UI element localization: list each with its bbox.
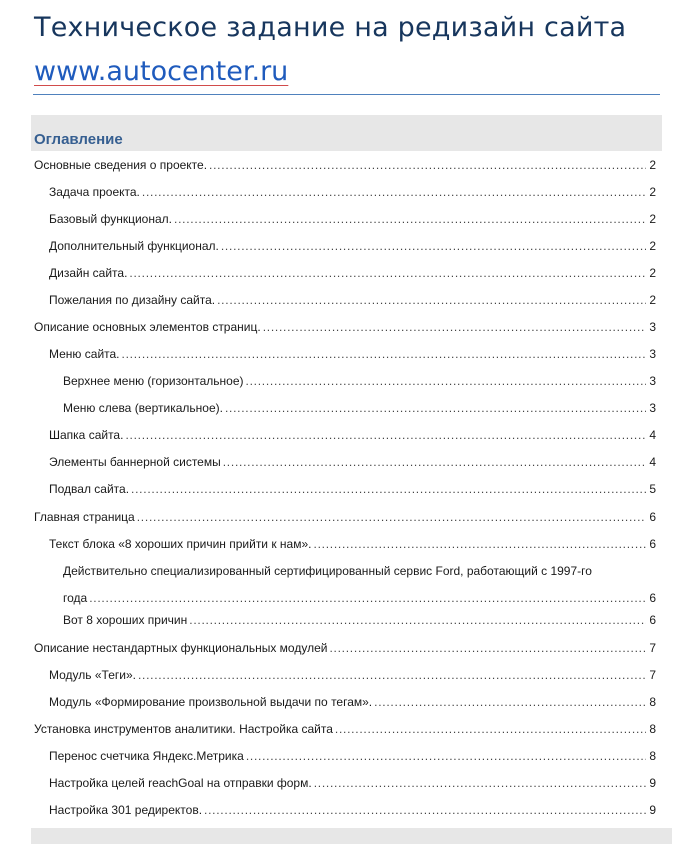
toc-entry-label-continued: года (63, 591, 88, 605)
toc-entry-page: 8 (649, 749, 656, 763)
toc-heading: Оглавление (34, 131, 123, 148)
toc-entry-label: Модуль «Теги». (49, 668, 136, 682)
toc-entry-label: Текст блока «8 хороших причин прийти к нам». (49, 537, 312, 551)
toc-entry-page: 2 (649, 266, 656, 280)
site-url-link[interactable]: www.autocenter.ru (34, 56, 289, 87)
toc-entry-label: Задача проекта. (49, 185, 140, 199)
toc-entry[interactable] (49, 694, 656, 710)
toc-dot-leader (174, 211, 646, 227)
toc-entry[interactable] (63, 373, 656, 389)
toc-dot-leader (314, 536, 647, 552)
toc-entry-page: 6 (649, 591, 656, 605)
toc-entry-page: 9 (649, 803, 656, 817)
toc-entry[interactable] (49, 211, 656, 227)
toc-dot-leader (246, 748, 647, 764)
toc-dot-leader (329, 640, 646, 656)
toc-dot-leader (129, 265, 646, 281)
toc-dot-leader (204, 802, 646, 818)
document-title: Техническое задание на редизайн сайта (34, 12, 627, 43)
toc-dot-leader (225, 400, 646, 416)
toc-entry-label: Меню сайта. (49, 347, 120, 361)
toc-dot-leader (122, 346, 647, 362)
toc-entry[interactable] (49, 748, 656, 764)
toc-entry[interactable] (49, 536, 656, 552)
toc-entry-label: Описание нестандартных функциональных модулей (34, 641, 328, 655)
toc-entry-page: 6 (649, 613, 656, 627)
toc-entry-page: 6 (649, 510, 656, 524)
toc-entry[interactable] (34, 509, 656, 525)
toc-entry-label: Шапка сайта. (49, 428, 124, 442)
toc-entry[interactable] (49, 667, 656, 683)
toc-entry-label: Пожелания по дизайну сайта. (49, 293, 216, 307)
toc-entry-page: 4 (649, 455, 656, 469)
toc-entry[interactable] (34, 640, 656, 656)
toc-entry[interactable] (49, 802, 656, 818)
toc-entry-label: Главная страница (34, 510, 135, 524)
toc-entry-page: 8 (649, 722, 656, 736)
toc-entry[interactable] (49, 184, 656, 200)
toc-entry-page: 2 (649, 185, 656, 199)
toc-entry-label: Перенос счетчика Яндекс.Метрика (49, 749, 244, 763)
toc-entry-label: Базовый функционал. (49, 212, 172, 226)
toc-entry-label: Настройка целей reachGoal на отправки форм. (49, 776, 312, 790)
toc-entry-page: 2 (649, 293, 656, 307)
toc-entry-label: Меню слева (вертикальное). (63, 401, 223, 415)
toc-entry-page: 6 (649, 537, 656, 551)
toc-entry-page: 4 (649, 428, 656, 442)
toc-entry-page: 7 (649, 641, 656, 655)
toc-entry-label: Установка инструментов аналитики. Настройка сайта (34, 722, 333, 736)
toc-entry-page: 2 (649, 158, 656, 172)
toc-entry-label: Описание основных элементов страниц. (34, 320, 261, 334)
toc-entry[interactable] (49, 775, 656, 791)
toc-dot-leader (263, 319, 647, 335)
toc-dot-leader (217, 292, 646, 308)
toc-entry-page: 3 (649, 374, 656, 388)
toc-dot-leader (209, 157, 646, 173)
toc-entry-page: 3 (649, 401, 656, 415)
toc-entry[interactable] (49, 454, 656, 470)
toc-entry[interactable] (49, 292, 656, 308)
toc-dot-leader (131, 481, 646, 497)
toc-entry-page: 2 (649, 239, 656, 253)
toc-entry[interactable] (49, 238, 656, 254)
toc-entry-label: Дизайн сайта. (49, 266, 128, 280)
toc-entry-page: 7 (649, 668, 656, 682)
toc-dot-leader (223, 454, 647, 470)
toc-dot-leader (142, 184, 646, 200)
toc-dot-leader (246, 373, 647, 389)
toc-dot-leader (138, 667, 646, 683)
toc-dot-leader (374, 694, 646, 710)
toc-entry-label: Модуль «Формирование произвольной выдачи по тегам». (49, 695, 373, 709)
toc-entry[interactable] (63, 563, 656, 606)
toc-entry-page: 3 (649, 347, 656, 361)
title-divider (33, 94, 660, 95)
toc-entry-page: 3 (649, 320, 656, 334)
toc-dot-leader (335, 721, 646, 737)
toc-entry-page: 9 (649, 776, 656, 790)
toc-dot-leader (137, 509, 647, 525)
toc-entry-page: 2 (649, 212, 656, 226)
toc-dot-leader (221, 238, 646, 254)
toc-entry[interactable] (49, 427, 656, 443)
toc-entry-page: 8 (649, 695, 656, 709)
toc-entry-label: Подвал сайта. (49, 482, 130, 496)
toc-entry-label: Настройка 301 редиректов. (49, 803, 203, 817)
toc-entry[interactable] (49, 481, 656, 497)
toc-entry-label: Дополнительный функционал. (49, 239, 219, 253)
toc-entry-label: Элементы баннерной системы (49, 455, 221, 469)
toc-entry[interactable] (63, 612, 656, 628)
toc-entry-page: 5 (649, 482, 656, 496)
toc-entry-label: Основные сведения о проекте. (34, 158, 208, 172)
toc-dot-leader (189, 612, 646, 628)
toc-entry-label: Верхнее меню (горизонтальное) (63, 374, 244, 388)
toc-dot-leader (125, 427, 646, 443)
toc-entry[interactable] (49, 265, 656, 281)
toc-content-control-bottom (31, 828, 672, 844)
toc-entry-label: Действительно специализированный сертифицированный сервис Ford, работающий с 1997-го (63, 564, 592, 578)
toc-dot-leader (314, 775, 647, 791)
toc-entry[interactable] (34, 319, 656, 335)
toc-entry[interactable] (34, 721, 656, 737)
toc-entry[interactable] (63, 400, 656, 416)
toc-entry[interactable] (49, 346, 656, 362)
toc-dot-leader (89, 590, 646, 606)
toc-entry[interactable] (34, 157, 656, 173)
toc-entry-label: Вот 8 хороших причин (63, 613, 188, 627)
